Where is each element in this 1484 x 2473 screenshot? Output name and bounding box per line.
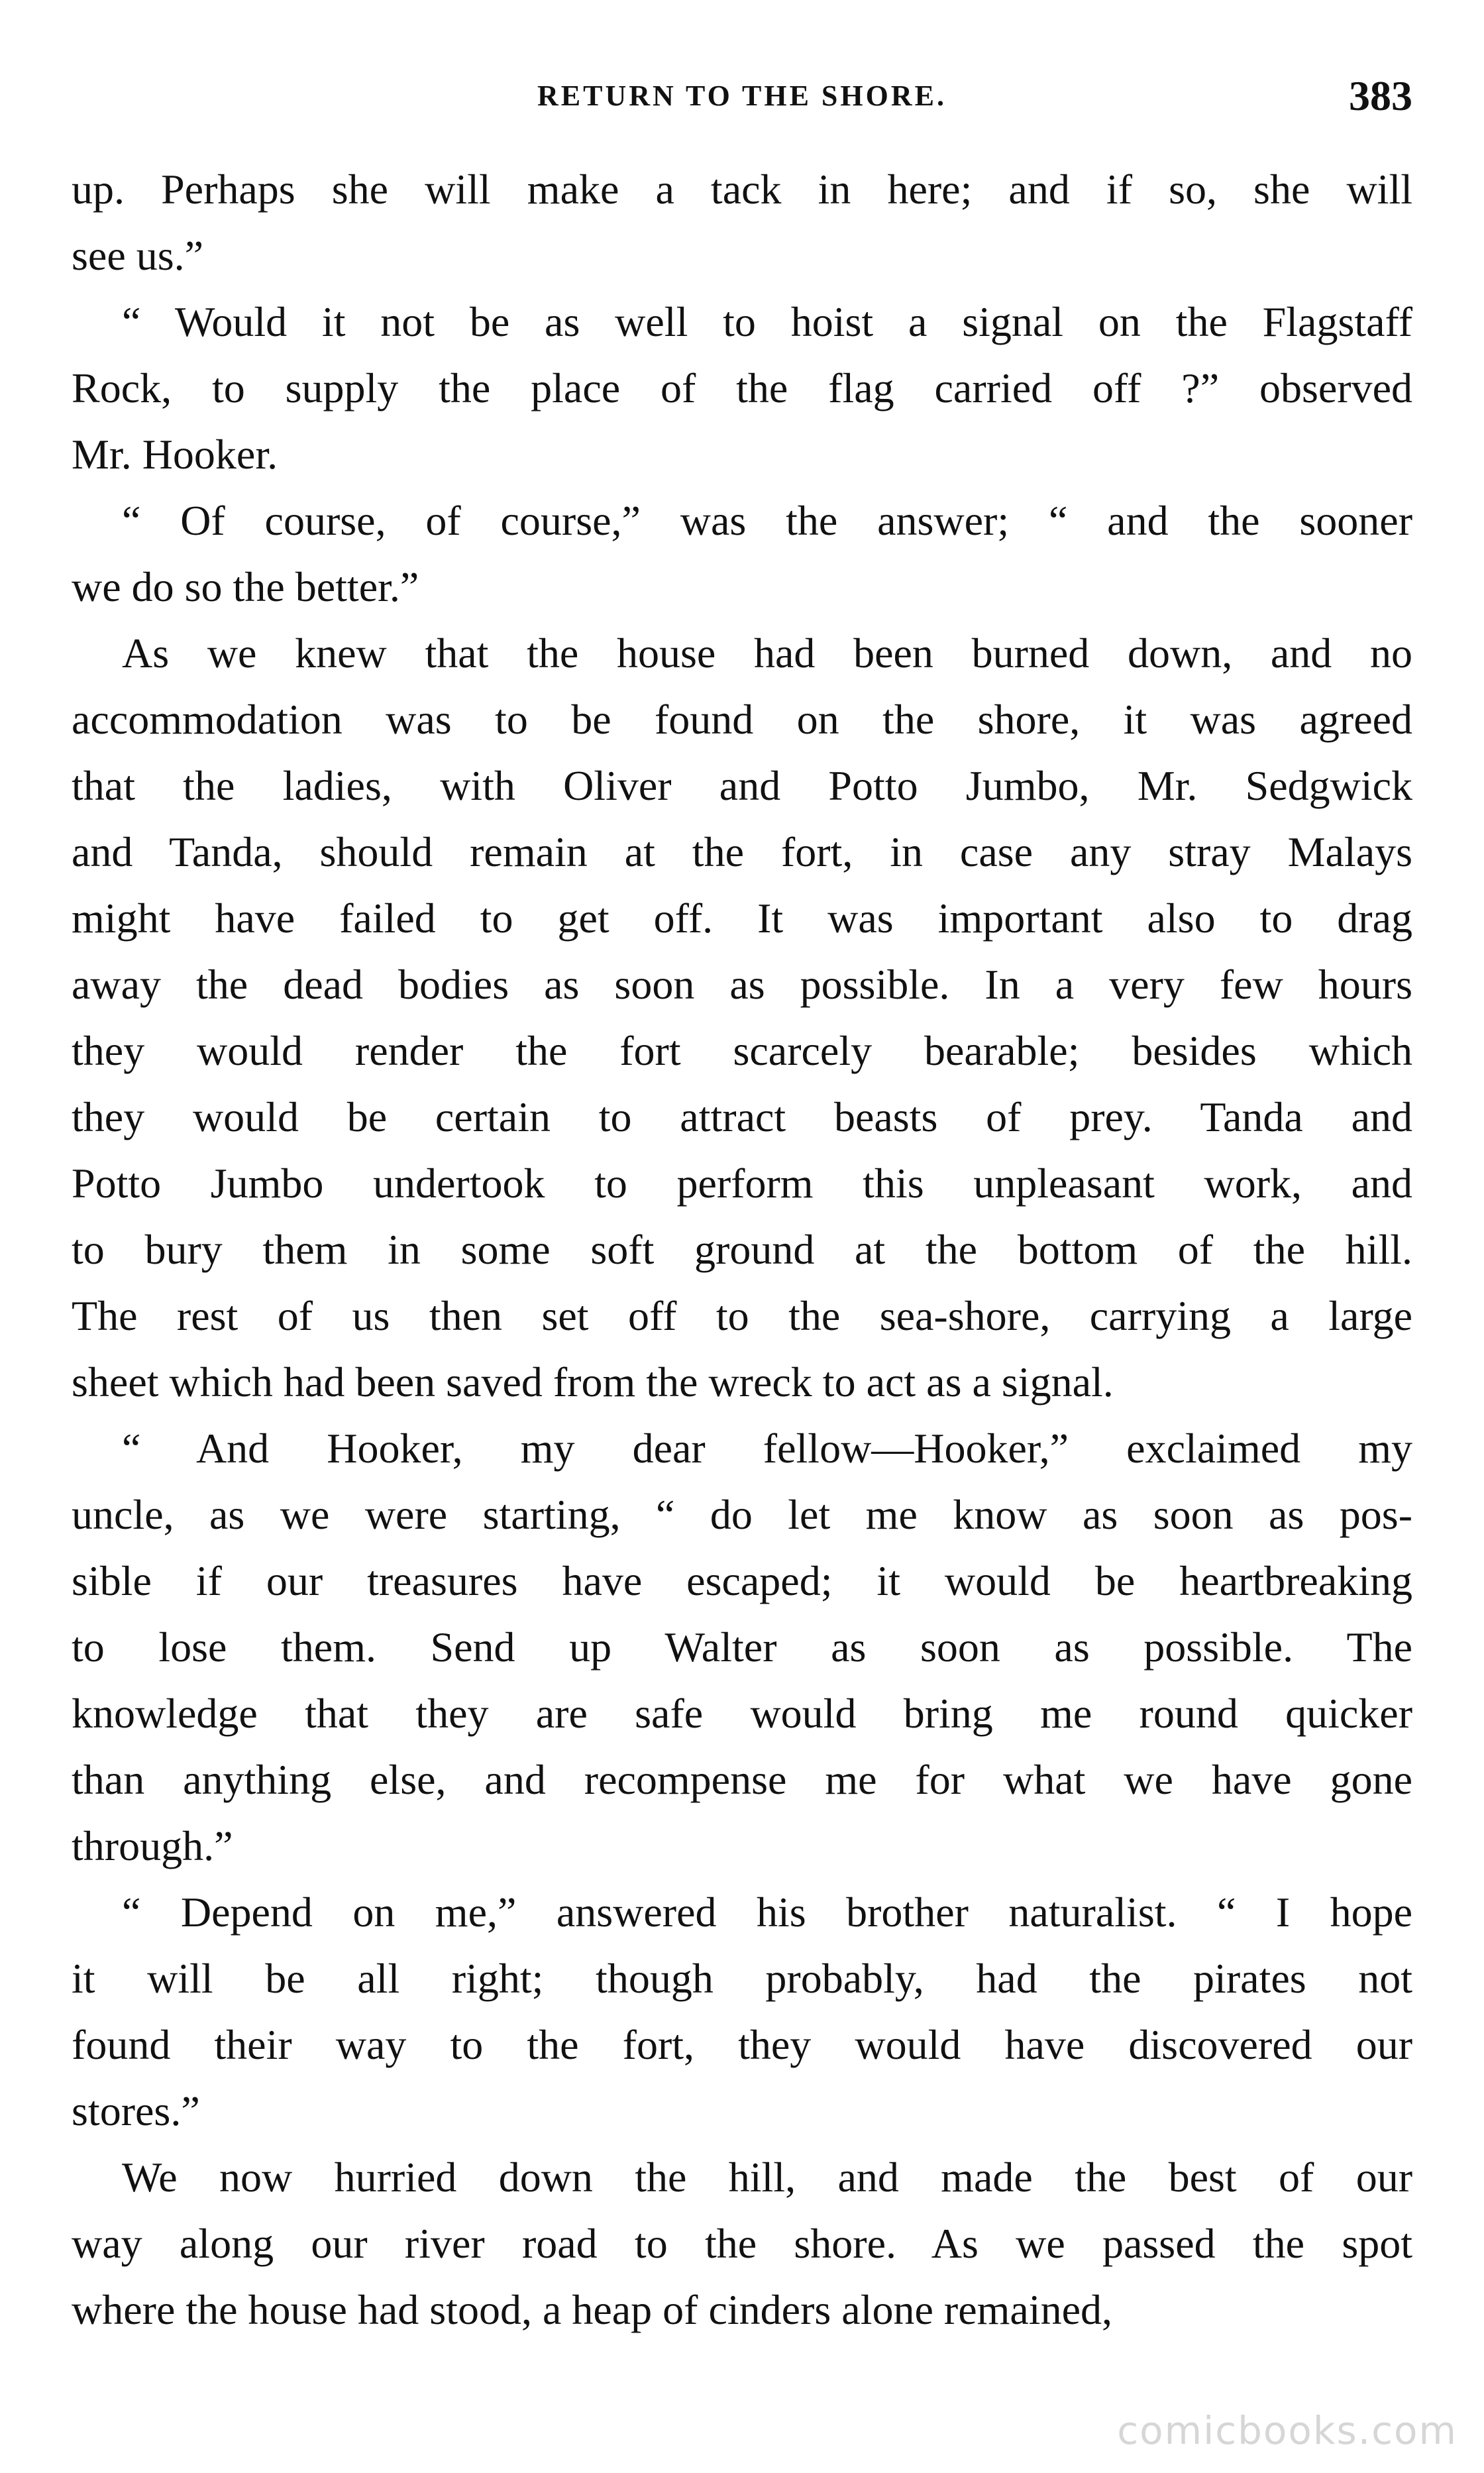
body-text — [72, 156, 1412, 2343]
text-line: accommodation was to be found on the shore, it was agreed — [72, 696, 1412, 743]
running-header — [72, 66, 1412, 126]
text-line: it will be all right; though probably, had the pirates not — [72, 1955, 1412, 2002]
text-line: see us.” — [72, 232, 204, 279]
text-line: stores.” — [72, 2087, 200, 2134]
text-line: knowledge that they are safe would bring me round quicker — [72, 1690, 1412, 1737]
text-line: to bury them in some soft ground at the bottom of the hill. — [72, 1226, 1412, 1273]
running-title: RETURN TO THE SHORE. — [537, 80, 947, 112]
text-line: Potto Jumbo undertook to perform this unpleasant work, and — [72, 1160, 1412, 1207]
text-line: up. Perhaps she will make a tack in here; and if so, she will — [72, 166, 1412, 213]
text-line: than anything else, and recompense me for what we have gone — [72, 1756, 1412, 1803]
text-line: Rock, to supply the place of the flag carried off ?” observed — [72, 364, 1412, 412]
text-line: that the ladies, with Oliver and Potto Jumbo, Mr. Sedgwick — [72, 762, 1412, 809]
text-line: We now hurried down the hill, and made the best of our — [122, 2154, 1412, 2201]
text-line: “ Of course, of course,” was the answer; “ and the sooner — [122, 497, 1412, 544]
text-line: might have failed to get off. It was important also to drag — [72, 895, 1412, 942]
text-line: where the house had stood, a heap of cinders alone remained, — [72, 2286, 1112, 2333]
text-line: The rest of us then set off to the sea-shore, carrying a large — [72, 1292, 1412, 1339]
text-line: to lose them. Send up Walter as soon as possible. The — [72, 1623, 1412, 1671]
text-line: As we knew that the house had been burned down, and no — [122, 630, 1412, 677]
text-line: Mr. Hooker. — [72, 431, 278, 478]
text-line: found their way to the fort, they would have discovered our — [72, 2021, 1412, 2068]
text-line: they would render the fort scarcely bearable; besides which — [72, 1027, 1412, 1074]
text-line: sible if our treasures have escaped; it would be heartbreaking — [72, 1557, 1412, 1604]
page-number: 383 — [1349, 72, 1412, 119]
text-line: and Tanda, should remain at the fort, in case any stray Malays — [72, 828, 1412, 875]
text-line: way along our river road to the shore. As we passed the spot — [72, 2220, 1412, 2267]
text-line: “ Would it not be as well to hoist a signal on the Flagstaff — [122, 298, 1412, 345]
text-line: sheet which had been saved from the wreck to act as a signal. — [72, 1358, 1114, 1405]
text-line: through.” — [72, 1822, 233, 1869]
text-line: uncle, as we were starting, “ do let me know as soon as pos- — [72, 1491, 1412, 1538]
text-line: “ Depend on me,” answered his brother naturalist. “ I hope — [122, 1889, 1412, 1936]
watermark: comicbooks.com — [1117, 2408, 1458, 2453]
text-line: we do so the better.” — [72, 563, 419, 610]
text-line: “ And Hooker, my dear fellow—Hooker,” exclaimed my — [122, 1425, 1412, 1472]
text-line: away the dead bodies as soon as possible. In a very few hours — [72, 961, 1412, 1008]
text-line: they would be certain to attract beasts of prey. Tanda and — [72, 1093, 1412, 1140]
